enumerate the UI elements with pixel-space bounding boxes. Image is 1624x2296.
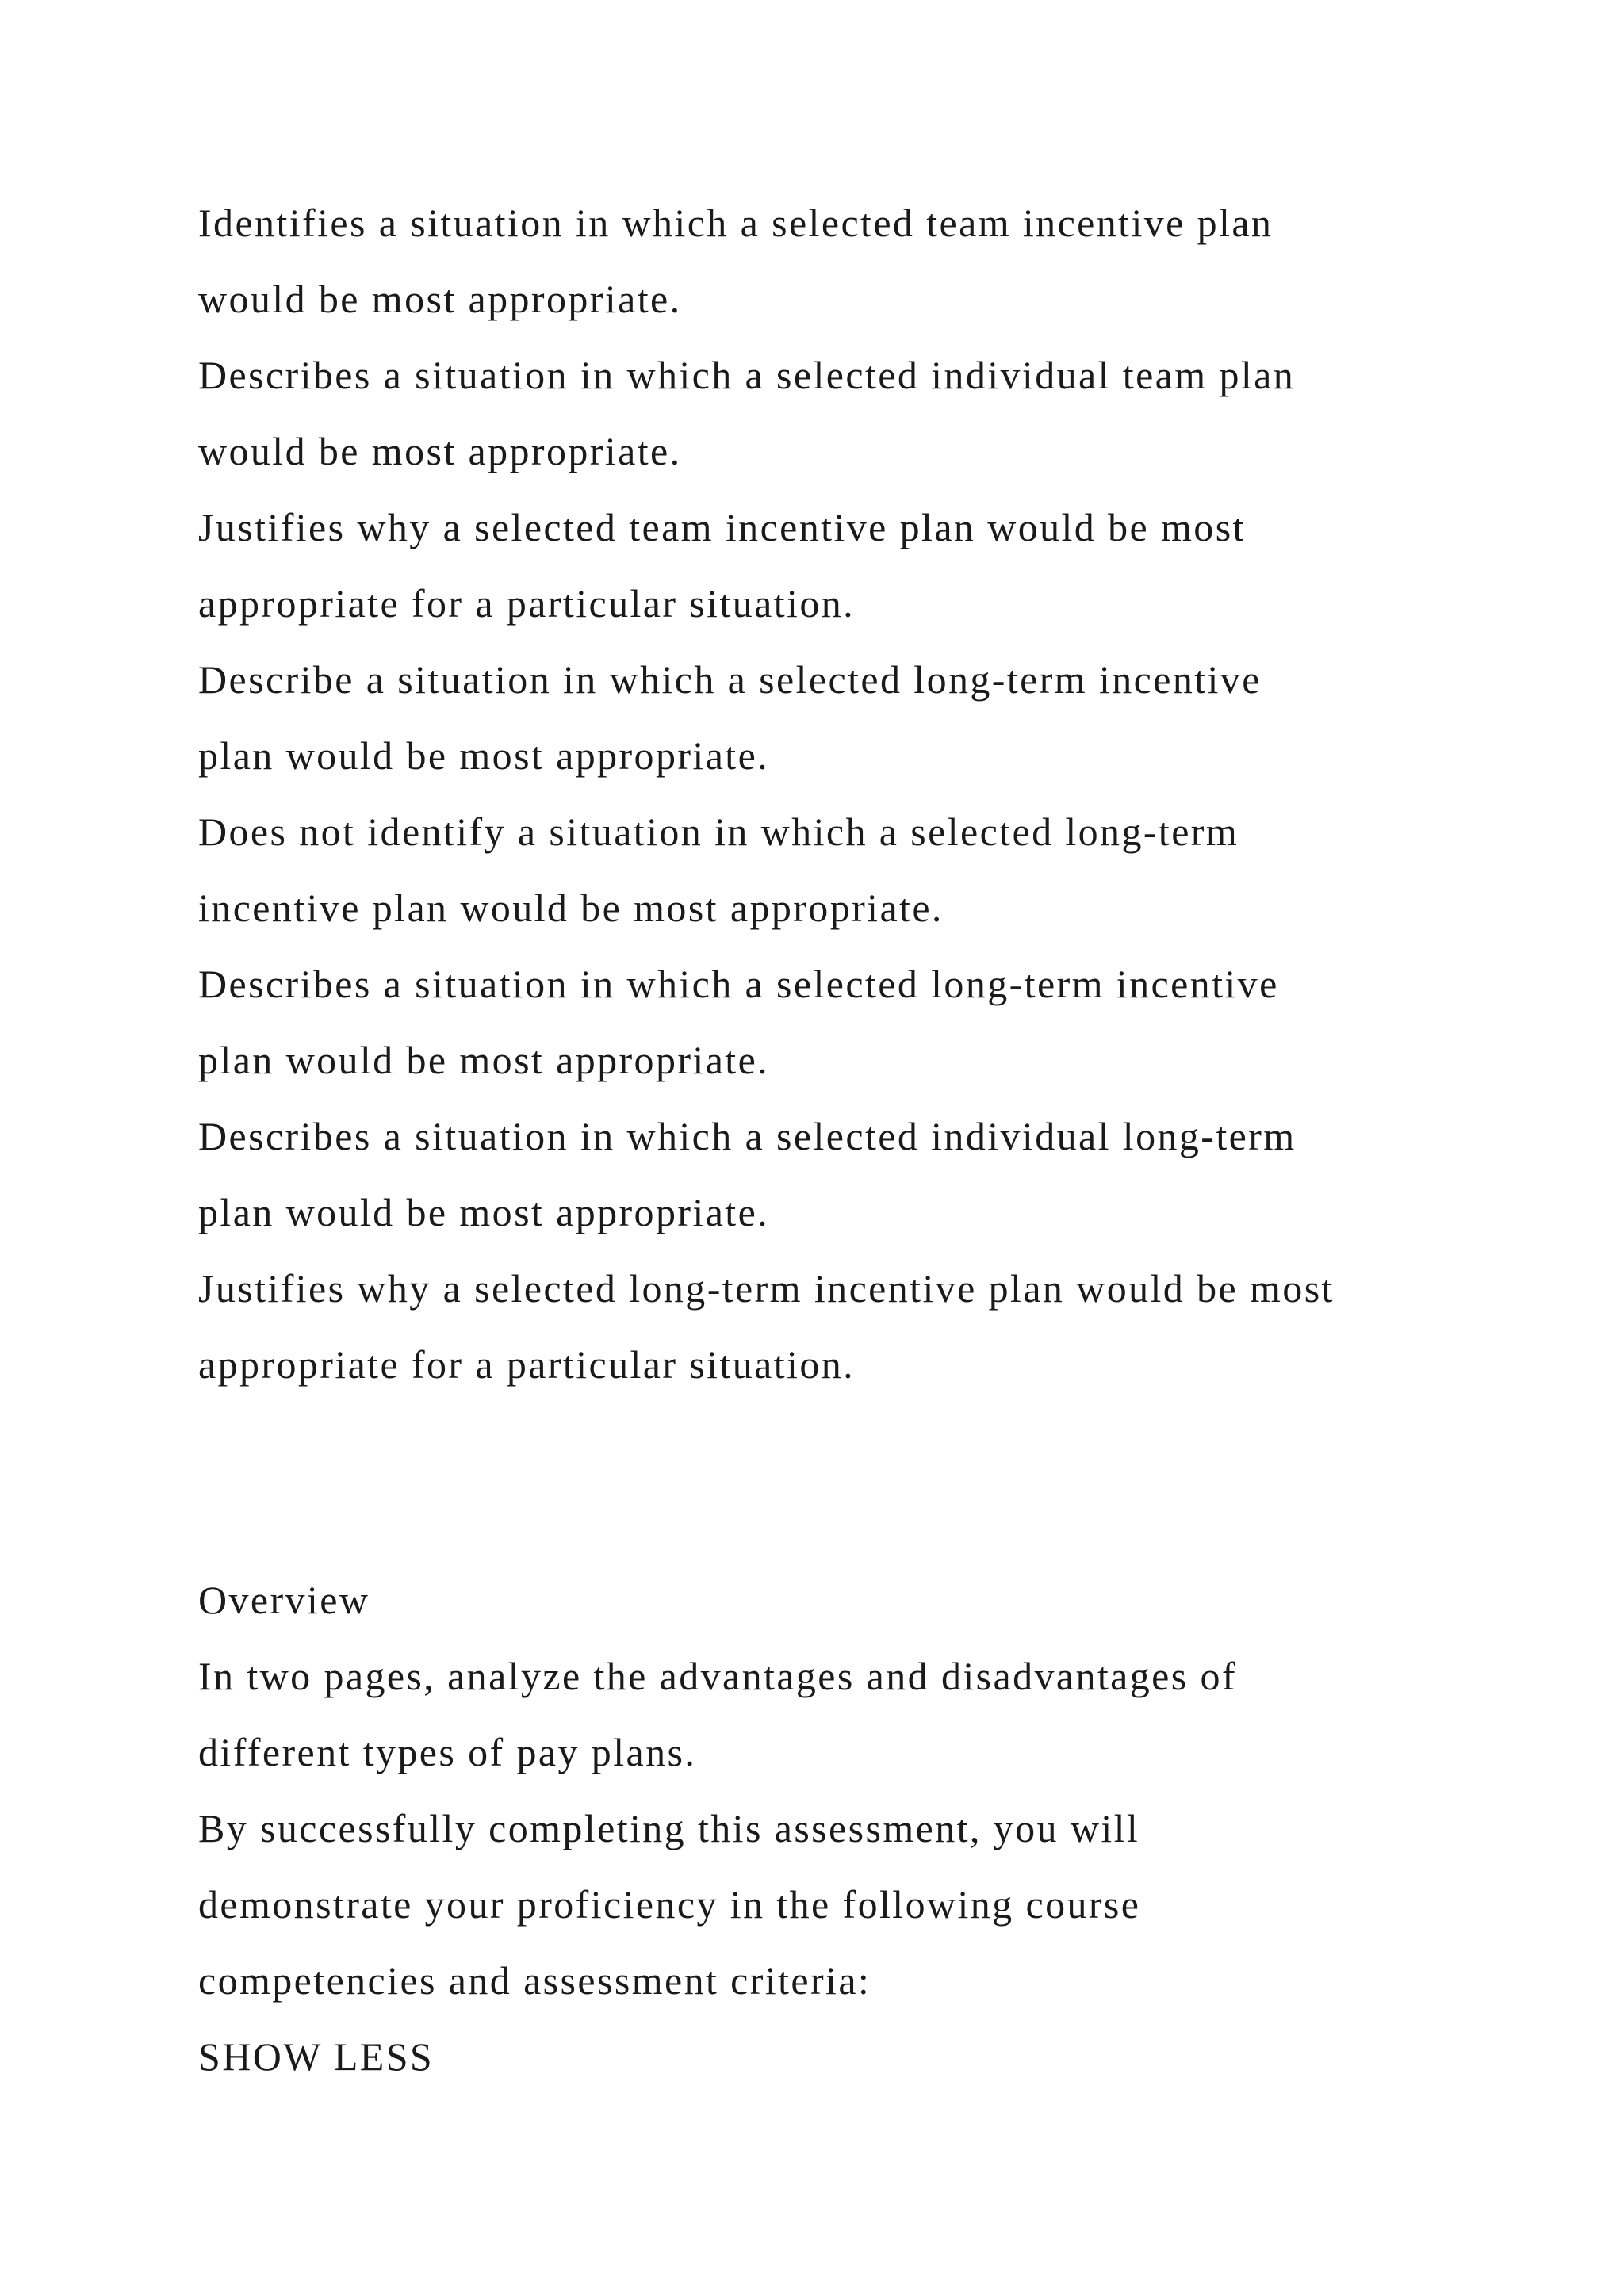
overview-heading: Overview: [198, 1578, 370, 1622]
criteria-line: plan would be most appropriate.: [198, 1190, 770, 1234]
criteria-line: appropriate for a particular situation.: [198, 581, 856, 626]
overview-line: By successfully completing this assessment, you will: [198, 1806, 1140, 1850]
overview-line: In two pages, analyze the advantages and disadvantages of: [198, 1654, 1237, 1698]
criteria-line: plan would be most appropriate.: [198, 1038, 770, 1082]
overview-section: [198, 1562, 1483, 2095]
criteria-line: Identifies a situation in which a selected team incentive plan: [198, 201, 1274, 245]
overview-line: different types of pay plans.: [198, 1730, 697, 1774]
criteria-line: Justifies why a selected long-term incentive plan would be most: [198, 1266, 1335, 1311]
criteria-line: Justifies why a selected team incentive plan would be most: [198, 505, 1246, 549]
show-less-link[interactable]: SHOW LESS: [198, 2034, 435, 2079]
criteria-line: plan would be most appropriate.: [198, 733, 770, 778]
criteria-line: Describes a situation in which a selected individual long-term: [198, 1114, 1297, 1158]
criteria-line: would be most appropriate.: [198, 277, 682, 321]
criteria-line: Does not identify a situation in which a selected long-term: [198, 809, 1239, 854]
criteria-line: Describes a situation in which a selected individual team plan: [198, 353, 1296, 397]
criteria-line: Describes a situation in which a selected long-term incentive: [198, 962, 1279, 1006]
criteria-text: [198, 185, 1483, 1402]
criteria-line: appropriate for a particular situation.: [198, 1342, 856, 1387]
criteria-line: would be most appropriate.: [198, 429, 682, 473]
overview-line: competencies and assessment criteria:: [198, 1958, 871, 2003]
criteria-line: Describe a situation in which a selected long-term incentive: [198, 657, 1262, 702]
criteria-line: incentive plan would be most appropriate.: [198, 886, 944, 930]
overview-line: demonstrate your proficiency in the following course: [198, 1882, 1141, 1927]
